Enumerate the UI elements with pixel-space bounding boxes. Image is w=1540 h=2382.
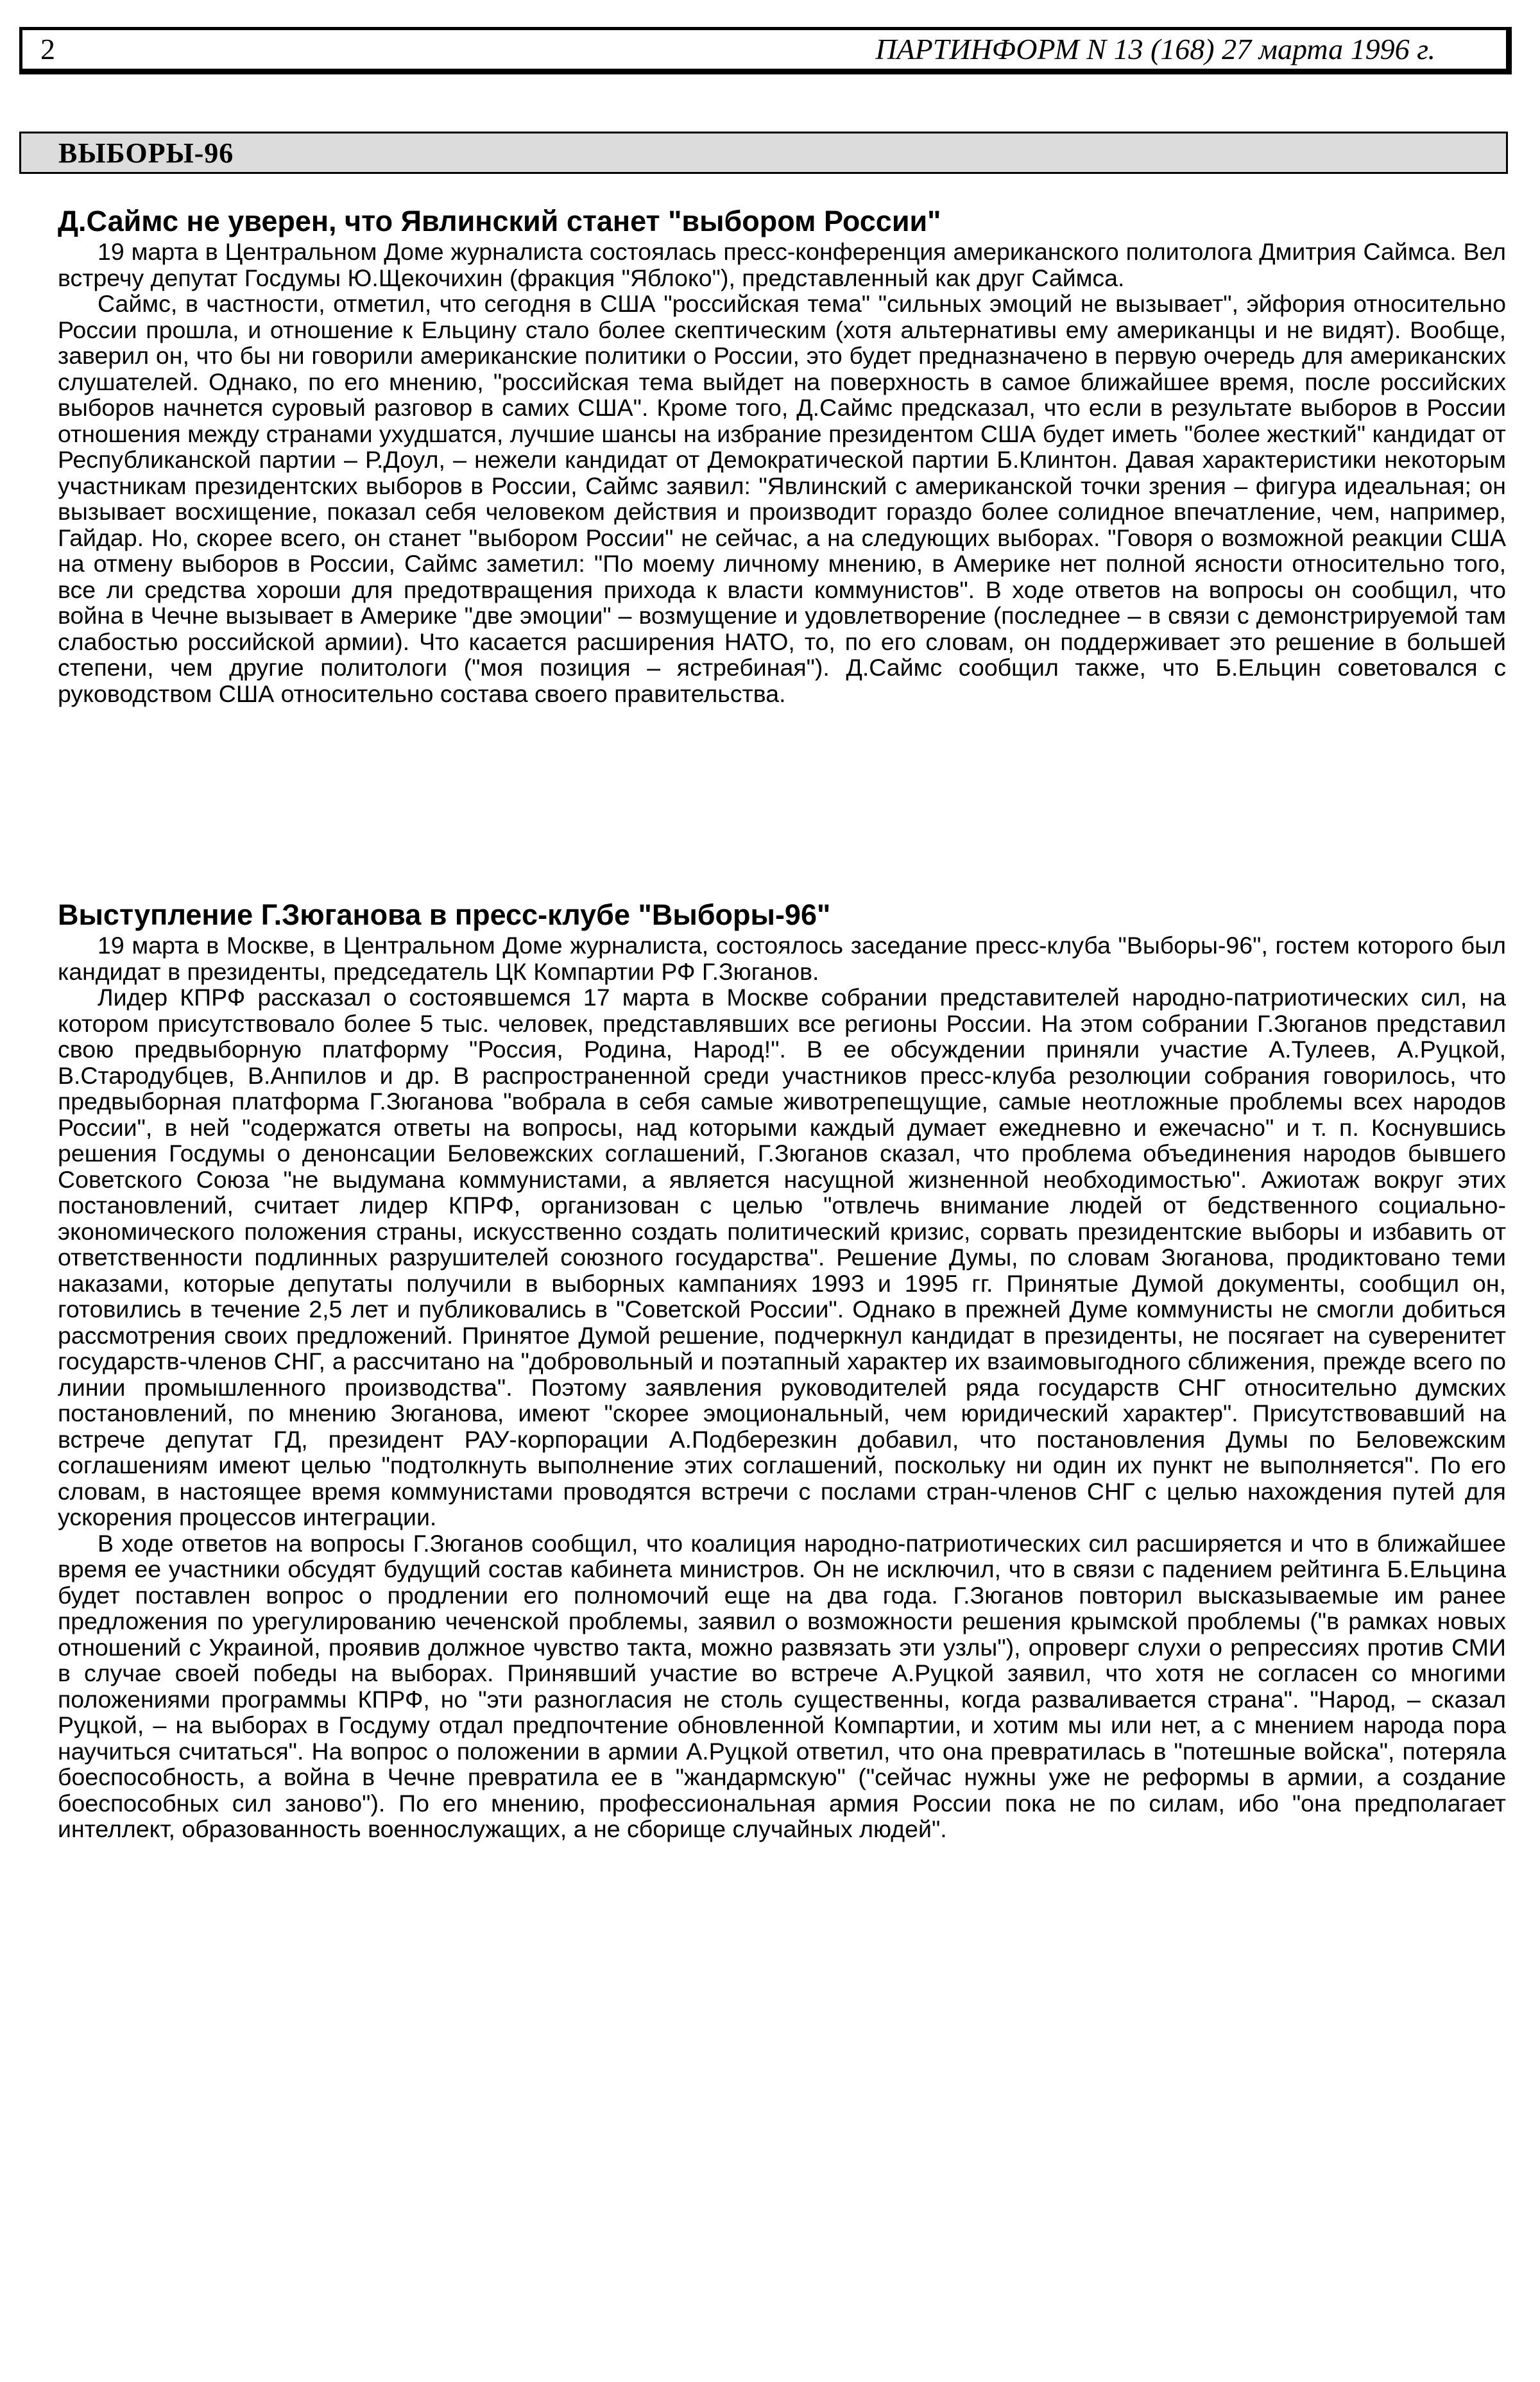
- issue-line: ПАРТИНФОРМ N 13 (168) 27 марта 1996 г.: [875, 33, 1435, 65]
- article-paragraph: Лидер КПРФ рассказал о состоявшемся 17 марта в Москве собрании представителей народно-патриотических сил, на котором присутствовало более 5 тыс. человек, представлявших все регионы России. На этом собрании Г.Зюганов представил свою предвыборную платформу "Россия, Родина, Народ!". В ее обсуждении приняли участие А.Тулеев, А.Руцкой, В.Стародубцев, В.Анпилов и др. В распространенной среди участников пресс-клуба резолюции собрания говорилось, что предвыборная платформа Г.Зюганова "вобрала в себя самые животрепещущие, самые неотложные проблемы всех народов России", в ней "содержатся ответы на вопросы, над которыми каждый думает ежедневно и ежечасно" и т. п. Коснувшись решения Госдумы о денонсации Беловежских соглашений, Г.Зюганов сказал, что проблема объединения народов бывшего Советского Союза "не выдумана коммунистами, а является насущной жизненной необходимостью". Ажиотаж вокруг этих постановлений, считает лидер КПРФ, организован с целью "отвлечь внимание людей от бедственного социально-экономического положения страны, искусственно создать политический кризис, сорвать президентские выборы и избавить от ответственности подлинных разрушителей союзного государства". Решение Думы, по словам Зюганова, продиктовано теми наказами, которые депутаты получили в выборных кампаниях 1993 и 1995 гг. Принятые Думой документы, сообщил он, готовились в течение 2,5 лет и публиковались в "Советской России". Однако в прежней Думе коммунисты не смогли добиться рассмотрения своих предложений. Принятое Думой решение, подчеркнул кандидат в президенты, не посягает на суверенитет государств-членов СНГ, а рассчитано на "добровольный и поэтапный характер их взаимовыгодного сближения, прежде всего по линии промышленного производства". Поэтому заявления руководителей ряда государств СНГ относительно думских постановлений, по мнению Зюганова, имеют "скорее эмоциональный, чем юридический характер". Присутствовавший на встрече депутат ГД, президент РАУ-корпорации А.Подберезкин добавил, что постановления Думы по Беловежским соглашениям имеют целью "подтолкнуть выполнение этих соглашений, поскольку ни один их пункт не выполняется". По его словам, в настоящее время коммунистами проводятся встречи с послами стран-членов СНГ с целью нахождения путей для ускорения процессов интеграции.: [58, 984, 1506, 1530]
- article-zyuganov: [58, 899, 1506, 1842]
- section-title: ВЫБОРЫ-96: [58, 137, 234, 169]
- page-number: 2: [40, 33, 55, 65]
- article-paragraph: Саймс, в частности, отметил, что сегодня в США "российская тема" "сильных эмоций не вызывает", эйфория относительно России прошла, и отношение к Ельцину стало более скептическим (хотя альтернативы ему американцы и не видят). Вообще, заверил он, что бы ни говорили американские политики о России, это будет предназначено в первую очередь для американских слушателей. Однако, по его мнению, "российская тема выйдет на поверхность в самое ближайшее время, после российских выборов начнется суровый разговор в самих США". Кроме того, Д.Саймс предсказал, что если в результате выборов в России отношения между странами ухудшатся, лучшие шансы на избрание президентом США будет иметь "более жесткий" кандидат от Республиканской партии – Р.Доул, – нежели кандидат от Демократической партии Б.Клинтон. Давая характеристики некоторым участникам президентских выборов в России, Саймс заявил: "Явлинский с американской точки зрения – фигура идеальная; он вызывает восхищение, показал себя человеком действия и производит гораздо более солидное впечатление, чем, например, Гайдар. Но, скорее всего, он станет "выбором России" не сейчас, а на следующих выборах. "Говоря о возможной реакции США на отмену выборов в России, Саймс заметил: "По моему личному мнению, в Америке нет полной ясности относительно того, все ли средства хороши для предотвращения прихода к власти коммунистов". В ходе ответов на вопросы он сообщил, что война в Чечне вызывает в Америке "две эмоции" – возмущение и удовлетворение (последнее – в связи с демонстрируемой там слабостью российской армии). Что касается расширения НАТО, то, по его словам, он поддерживает это решение в большей степени, чем другие политологи ("моя позиция – ястребиная"). Д.Саймс сообщил также, что Б.Ельцин советовался с руководством США относительно состава своего правительства.: [58, 290, 1506, 707]
- article-paragraph: В ходе ответов на вопросы Г.Зюганов сообщил, что коалиция народно-патриотических сил расширяется и что в ближайшее время ее участники обсудят будущий состав кабинета министров. Он не исключил, что в связи с падением рейтинга Б.Ельцина будет поставлен вопрос о продлении его полномочий еще на два года. Г.Зюганов повторил высказываемые им ранее предложения по урегулированию чеченской проблемы, заявил о возможности решения крымской проблемы ("в рамках новых отношений с Украиной, проявив должное чувство такта, можно развязать эти узлы"), опроверг слухи о репрессиях против СМИ в случае своей победы на выборах. Принявший участие во встрече А.Руцкой заявил, что хотя не согласен со многими положениями программы КПРФ, но "эти разногласия не столь существенны, когда разваливается страна". "Народ, – сказал Руцкой, – на выборах в Госдуму отдал предпочтение обновленной Компартии, и хотим мы или нет, а с мнением народа пора научиться считаться". На вопрос о положении в армии А.Руцкой ответил, что она превратилась в "потешные войска", потеряла боеспособность, а война в Чечне превратила ее в "жандармскую" ("сейчас нужны уже не реформы в армии, а создание боеспособных сил заново"). По его мнению, профессиональная армия России пока не по силам, ибо "она предполагает интеллект, образованность военнослужащих, а не сборище случайных людей".: [58, 1529, 1506, 1842]
- page-header: [19, 27, 1512, 74]
- article-simes: [58, 205, 1506, 707]
- article-paragraph: 19 марта в Москве, в Центральном Доме журналиста, состоялось заседание пресс-клуба "Выборы-96", гостем которого был кандидат в президенты, председатель ЦК Компартии РФ Г.Зюганов.: [58, 932, 1506, 985]
- section-bar: [19, 132, 1508, 174]
- article-title: Д.Саймс не уверен, что Явлинский станет "выбором России": [58, 205, 941, 237]
- article-title: Выступление Г.Зюганова в пресс-клубе "Выборы-96": [58, 898, 831, 931]
- article-paragraph: 19 марта в Центральном Доме журналиста состоялась пресс-конференция американского политолога Дмитрия Саймса. Вел встречу депутат Госдумы Ю.Щекочихин (фракция "Яблоко"), представленный как друг Саймса.: [58, 238, 1506, 291]
